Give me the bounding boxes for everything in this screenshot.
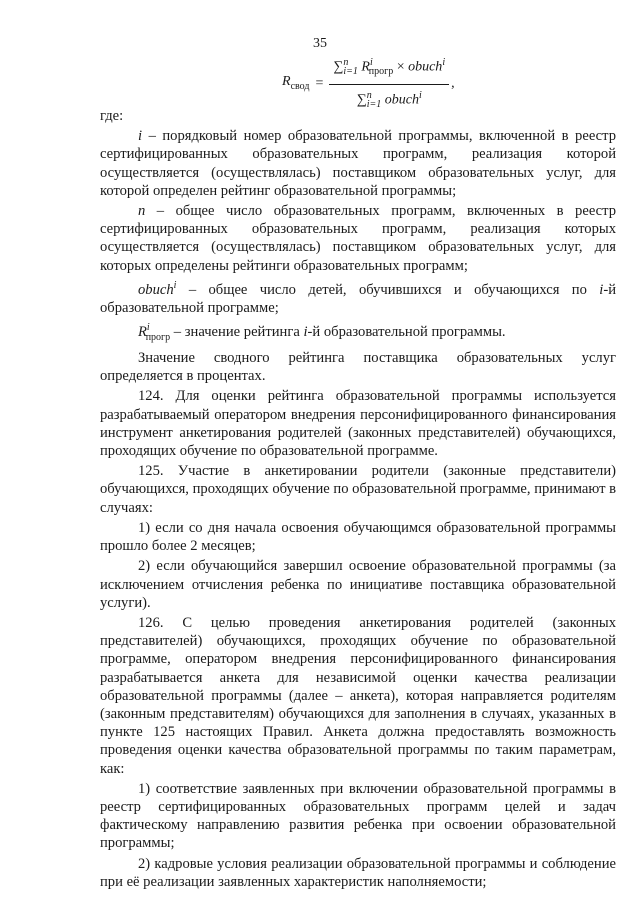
formula-lhs-symbol: R (282, 73, 291, 89)
denominator-limit-top: n (366, 89, 372, 101)
definition-r-i: i (303, 323, 308, 340)
page-number: 35 (313, 36, 327, 51)
definition-r-text1: – значение рейтинга (170, 323, 304, 340)
numerator-limit-bottom: i=1 (343, 66, 358, 78)
numerator-r: R (361, 59, 370, 75)
paragraph-125-item-1: 1) если со дня начала освоения обучающимся образовательной программы прошло более 2 месяцев; (100, 519, 616, 555)
paragraph-126-item-1: 1) соответствие заявленных при включении образовательной программы в реестр сертифицированных образовательных программ целей и задач фактическому направлению развития ребенка при освоении образовательной программы; (100, 780, 616, 852)
formula-equals: = (315, 75, 324, 91)
paragraph-124: 124. Для оценки рейтинга образовательной программы используется разрабатываемый оператором внедрения персонифицированного финансирования инструмент анкетирования родителей (законных представителей) обучающихся, проходящих обучение по образовательной программе. (100, 388, 616, 460)
numerator-r-sup: i (369, 56, 373, 68)
definition-r-symbol: R (138, 323, 147, 340)
denominator-var-sup: i (418, 89, 422, 101)
definition-n (100, 202, 616, 275)
definition-n-symbol: n (138, 203, 146, 220)
paragraph-125-item-2: 2) если обучающийся завершил освоение образовательной программы (за исключением отчисления ребенка по инициативе поставщика образовательной услуги). (100, 558, 616, 611)
paragraph-126-item-2: 2) кадровые условия реализации образовательной программы и соблюдение при её реализации заявленных характеристик наполняемости; (100, 855, 616, 890)
formula-fraction (329, 54, 449, 114)
numerator-limit-top: n (343, 56, 349, 68)
numerator-sum: ∑ (333, 59, 344, 75)
definition-obuch (100, 277, 616, 317)
formula-numerator (329, 54, 449, 85)
paragraph-126: 126. С целью проведения анкетирования родителей (законных представителей) обучающихся, проходящих обучение по образовательной программе, оператором внедрения персонифицированного финансирования разрабатывается анкета для независимой оценки качества реализации образовательной программы (далее – анкета), которая направляется родителям (законным представителям) обучающихся для заполнения в случаях, указанных в пункте 125 настоящих Правил. Анкета должна предоставлять возможность проведения оценки качества образовательной программы по таким параметрам, как: (100, 614, 616, 777)
formula-lhs (282, 73, 309, 96)
denominator-var: obuch (384, 92, 419, 108)
definition-r-sup: i (146, 322, 150, 334)
definition-r-text2: -й образовательной программы. (307, 323, 506, 340)
denominator-limit-bottom: i=1 (366, 98, 382, 110)
definition-i-text: – порядковый номер образовательной программы, включенной в реестр сертифицированных образовательных программ, реализация которой осуществляется (осуществлялась) поставщиком образовательных услуг, для которой определен рейтинг образовательной программы; (100, 128, 616, 199)
numerator-var-sup: i (442, 56, 446, 68)
paragraph-summary: Значение сводного рейтинга поставщика образовательных услуг определяется в процентах. (100, 350, 616, 385)
definition-obuch-sup: i (173, 279, 177, 291)
definition-i-symbol: i (138, 128, 143, 145)
definition-i (100, 127, 616, 200)
paragraph-125: 125. Участие в анкетировании родители (законные представители) обучающихся, проходящих обучение по образовательной программе, принимают в случаях: (100, 463, 616, 516)
numerator-r-sub: прогр (368, 66, 394, 78)
numerator-times: × (393, 59, 409, 75)
document-body (100, 107, 616, 893)
denominator-sum: ∑ (356, 92, 367, 108)
definition-obuch-text1: – общее число детей, обучившихся и обучающихся по (176, 281, 600, 298)
formula-comma: , (451, 75, 455, 91)
rating-formula (282, 56, 455, 110)
definition-n-text: – общее число образовательных программ, включенных в реестр сертифицированных образовательных программ, реализация которых осуществляется (осуществлялась) поставщиком образовательных услуг, для которых определены рейтинги образовательных программ; (100, 203, 616, 274)
formula-lhs-sub: свод (290, 80, 310, 92)
definition-obuch-symbol: obuch (138, 281, 174, 298)
numerator-var: obuch (408, 59, 443, 75)
where-label: где: (100, 108, 124, 124)
definition-obuch-text2: -й образовательной программе; (100, 281, 616, 316)
definition-r-sub: прогр (145, 331, 171, 343)
definition-r (100, 319, 616, 347)
definition-obuch-i: i (599, 281, 604, 298)
